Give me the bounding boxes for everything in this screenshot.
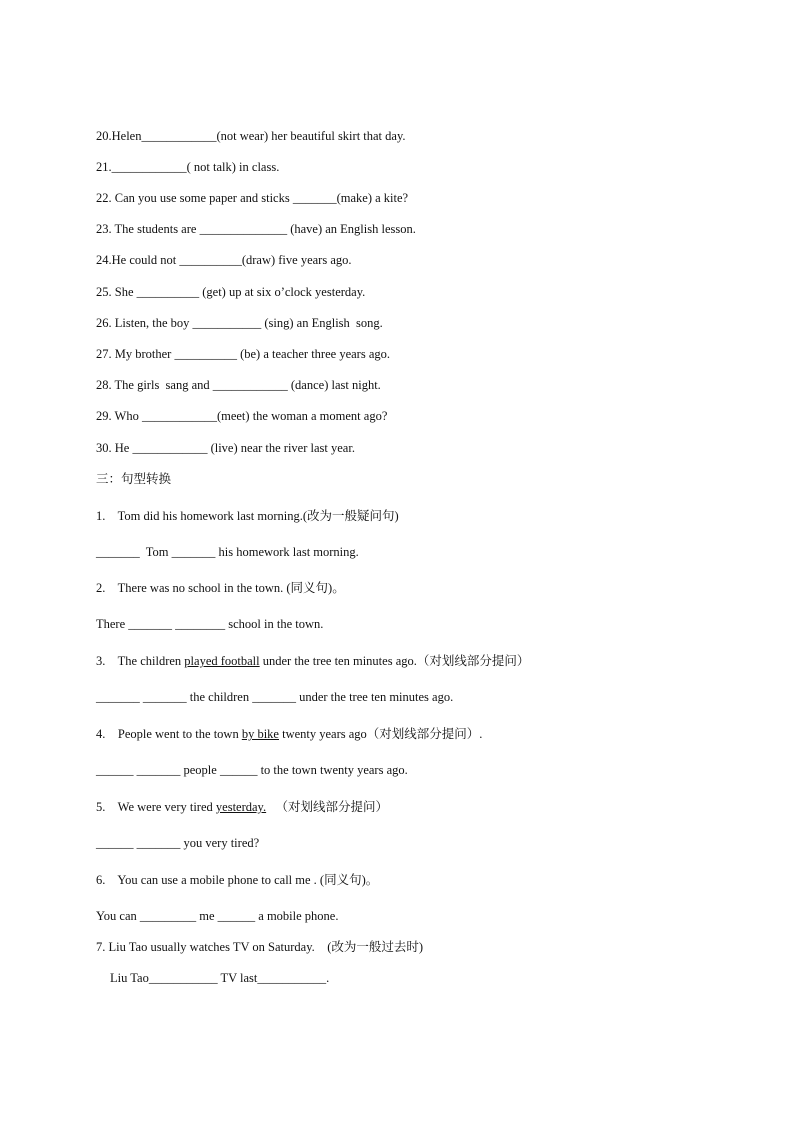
- question-4-before: 4. People went to the town: [96, 727, 242, 741]
- exercise-item-24: 24.He could not __________(draw) five years ago.: [96, 253, 352, 267]
- exercise-item-28: 28. The girls sang and ____________ (dance) last night.: [96, 378, 381, 392]
- question-5-before: 5. We were very tired: [96, 800, 216, 814]
- question-3: [96, 653, 529, 669]
- question-3-before: 3. The children: [96, 654, 185, 668]
- question-2: 2. There was no school in the town. (同义句)。: [96, 581, 345, 595]
- answer-line-1: _______ Tom _______ his homework last morning.: [96, 545, 359, 559]
- question-4: [96, 726, 482, 742]
- answer-line-7: Liu Tao___________ TV last___________.: [110, 971, 330, 985]
- question-6: 6. You can use a mobile phone to call me . (同义句)。: [96, 873, 379, 887]
- answer-line-5: ______ _______ you very tired?: [96, 836, 260, 850]
- section-heading: 三：句型转换: [96, 471, 172, 486]
- question-5-underlined: yesterday.: [215, 800, 267, 814]
- exercise-item-27: 27. My brother __________ (be) a teacher three years ago.: [96, 347, 390, 361]
- question-5: [96, 799, 388, 815]
- answer-line-3: _______ _______ the children _______ under the tree ten minutes ago.: [96, 690, 454, 704]
- question-7: 7. Liu Tao usually watches TV on Saturday. (改为一般过去时): [96, 940, 424, 954]
- exercise-item-29: 29. Who ____________(meet) the woman a moment ago?: [96, 409, 388, 423]
- exercise-item-23: 23. The students are ______________ (have) an English lesson.: [96, 222, 416, 236]
- question-3-underlined: played football: [184, 654, 260, 668]
- question-3-after: under the tree ten minutes ago.（对划线部分提问）: [259, 654, 530, 668]
- exercise-item-25: 25. She __________ (get) up at six o’clock yesterday.: [96, 285, 366, 299]
- exercise-item-30: 30. He ____________ (live) near the river last year.: [96, 441, 355, 455]
- exercise-item-21: 21.____________( not talk) in class.: [96, 160, 280, 174]
- answer-line-4: ______ _______ people ______ to the town twenty years ago.: [96, 763, 408, 777]
- exercise-item-20: 20.Helen____________(not wear) her beautiful skirt that day.: [96, 129, 406, 143]
- answer-line-6: You can _________ me ______ a mobile phone.: [96, 909, 339, 923]
- question-1: 1. Tom did his homework last morning.(改为一般疑问句): [96, 509, 399, 523]
- exercise-item-26: 26. Listen, the boy ___________ (sing) an English song.: [96, 316, 383, 330]
- question-5-after: （对划线部分提问）: [266, 800, 389, 814]
- answer-line-2: There _______ ________ school in the town.: [96, 617, 324, 631]
- question-4-after: twenty years ago（对划线部分提问）.: [278, 727, 483, 741]
- question-4-underlined: by bike: [241, 727, 279, 741]
- exercise-item-22: 22. Can you use some paper and sticks _______(make) a kite?: [96, 191, 409, 205]
